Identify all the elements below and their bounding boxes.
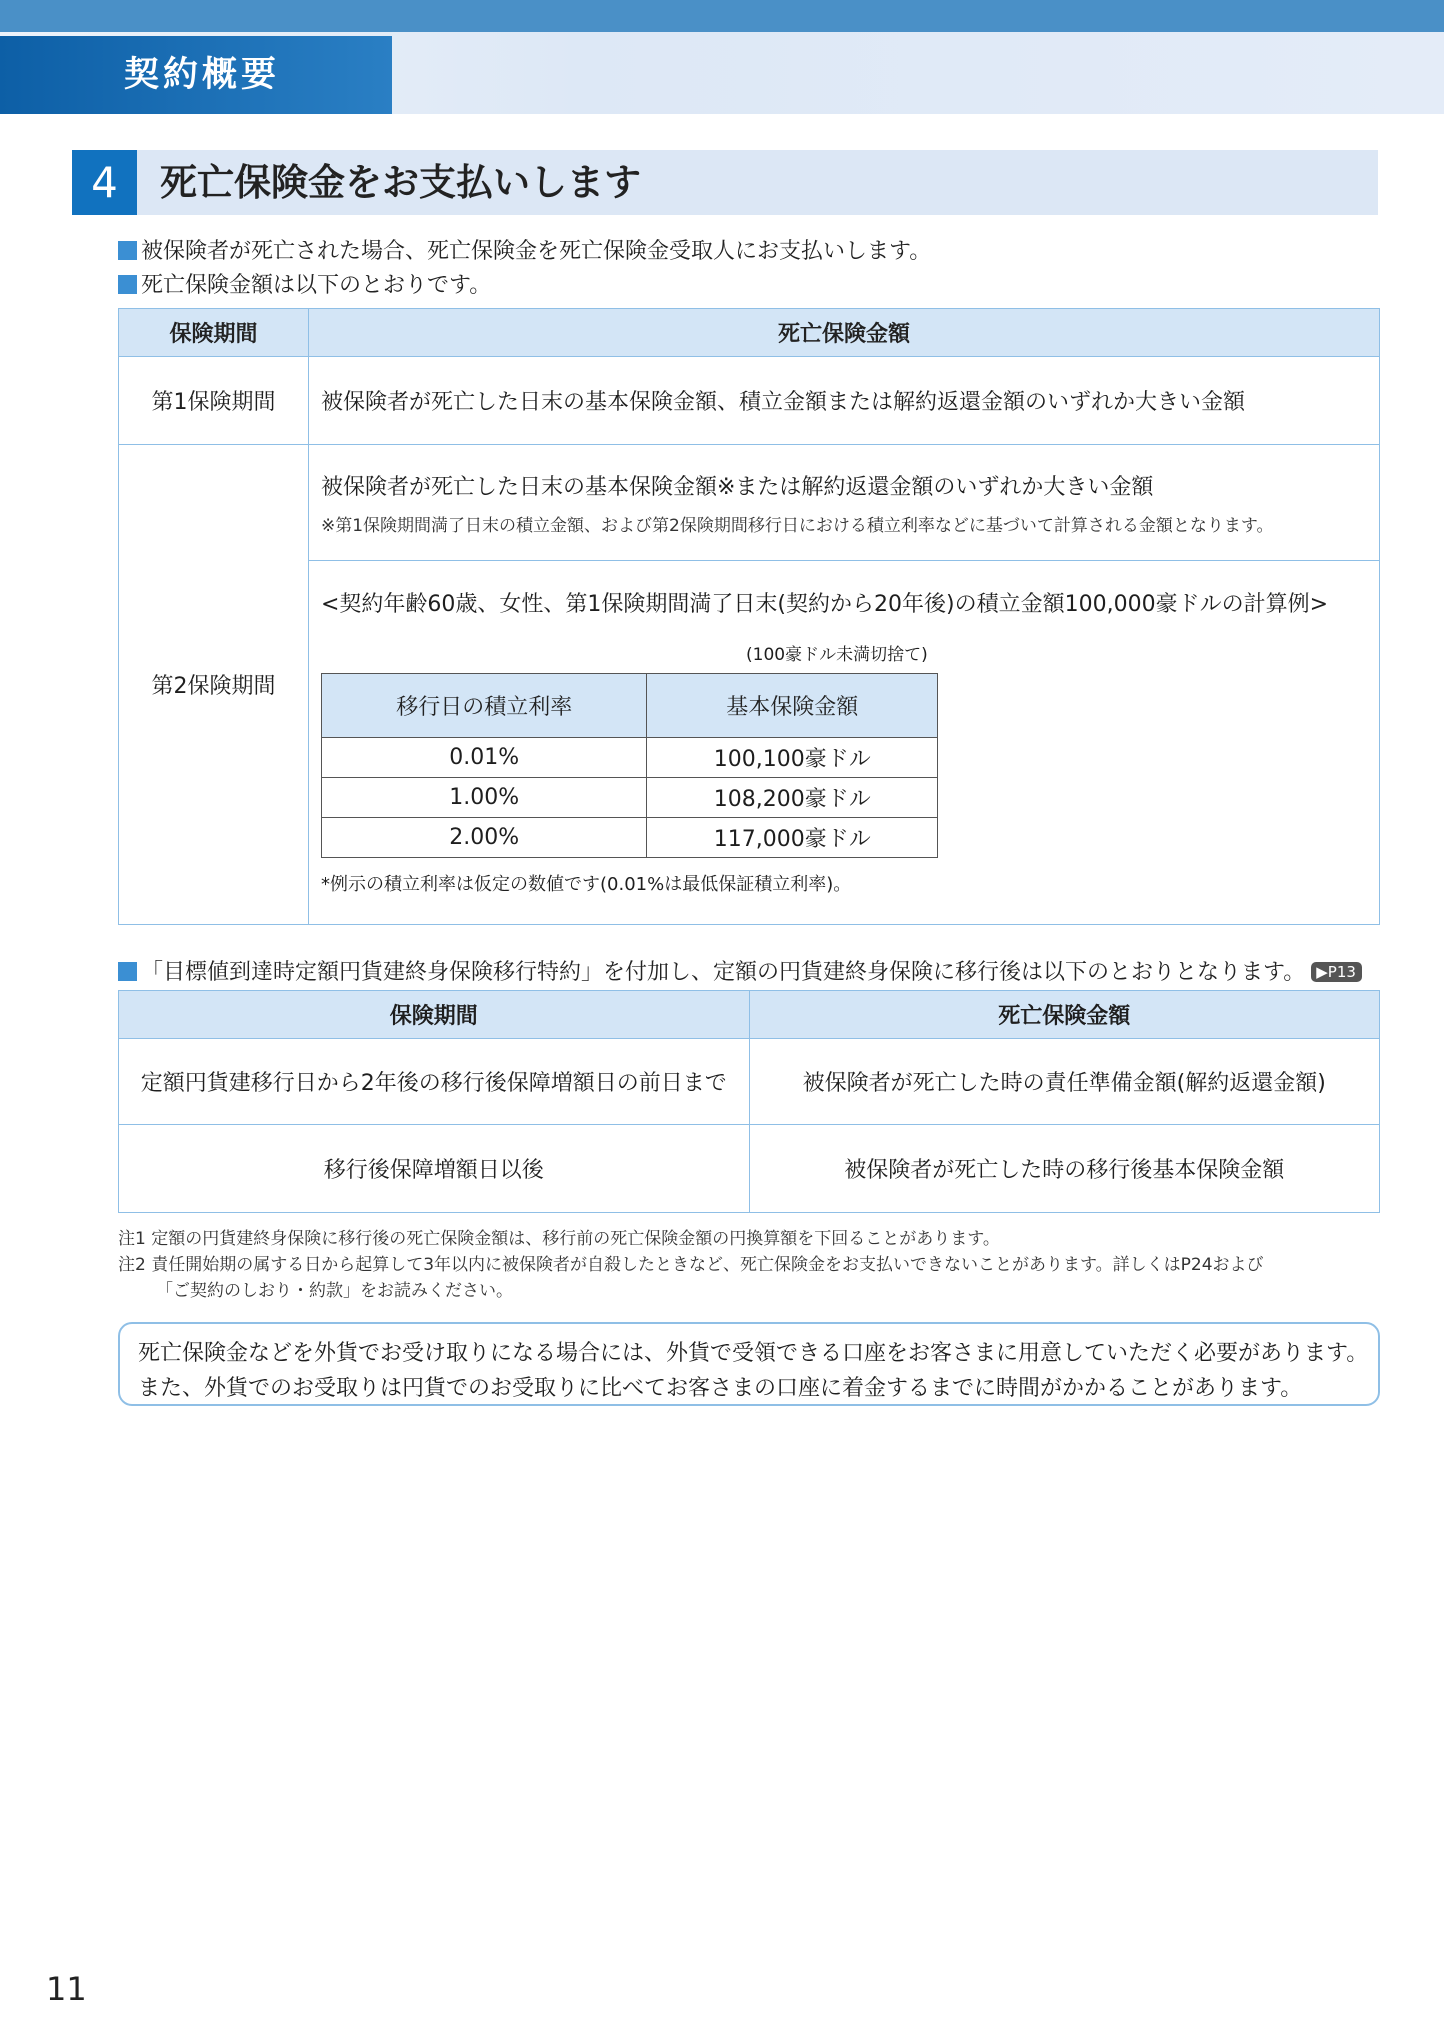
amount-cell: 被保険者が死亡した時の移行後基本保険金額 [749, 1125, 1380, 1213]
period-cell: 移行後保障増額日以後 [119, 1125, 750, 1213]
period-cell: 第2保険期間 [119, 445, 309, 925]
bullet-item: 死亡保険金額は以下のとおりです。 [118, 268, 491, 299]
table-row [119, 1039, 1380, 1125]
table-header-amount: 死亡保険金額 [749, 991, 1380, 1039]
notice-box [118, 1322, 1380, 1406]
section-title: 死亡保険金をお支払いします [160, 161, 641, 204]
example-header: 移行日の積立利率 [322, 674, 647, 738]
footnote-2-continued: 「ご契約のしおり・約款」をお読みください。 [156, 1281, 513, 1301]
example-row [322, 818, 938, 858]
top-color-strip [0, 0, 1444, 32]
bullet-item: 被保険者が死亡された場合、死亡保険金を死亡保険金受取人にお支払いします。 [118, 234, 931, 265]
table-row [119, 357, 1380, 445]
example-amount: 108,200豪ドル [647, 778, 938, 818]
page-reference-link[interactable]: ▶P13 [1311, 962, 1362, 982]
example-rate: 1.00% [322, 778, 647, 818]
example-header: 基本保険金額 [647, 674, 938, 738]
example-row [322, 738, 938, 778]
square-bullet-icon [118, 962, 137, 981]
death-benefit-table [118, 308, 1380, 925]
footnote-2: 注2 責任開始期の属する日から起算して3年以内に被保険者が自殺したときなど、死亡保険金をお支払いできないことがあります。詳しくはP24および [118, 1255, 1264, 1275]
notice-line: また、外貨でのお受取りは円貨でのお受取りに比べてお客さまの口座に着金するまでに時間がかかることがあります。 [138, 1376, 1303, 1401]
example-amount: 117,000豪ドル [647, 818, 938, 858]
example-unit: (100豪ドル未満切捨て) [746, 645, 928, 665]
section-number: 4 [72, 150, 137, 215]
rider-bullet: 「目標値到達時定額円貨建終身保険移行特約」を付加し、定額の円貨建終身保険に移行後は以下のとおりとなります。 ▶P13 [118, 955, 1362, 986]
amount-text: 被保険者が死亡した日末の基本保険金額※または解約返還金額のいずれか大きい金額 [321, 474, 1154, 500]
example-title: <契約年齢60歳、女性、第1保険期間満了日末(契約から20年後)の積立金額100,000豪ドルの計算例> [321, 592, 1328, 617]
example-amount: 100,100豪ドル [647, 738, 938, 778]
header-tab: 契約概要 [0, 36, 392, 114]
example-rate: 0.01% [322, 738, 647, 778]
table-row [119, 561, 1380, 925]
amount-cell: 被保険者が死亡した時の責任準備金額(解約返還金額) [749, 1039, 1380, 1125]
table-row [119, 445, 1380, 561]
table-header-period: 保険期間 [119, 309, 309, 357]
notice-line: 死亡保険金などを外貨でお受け取りになる場合には、外貨で受領できる口座をお客さまに用意していただく必要があります。 [138, 1341, 1369, 1366]
footnote-1: 注1 定額の円貨建終身保険に移行後の死亡保険金額は、移行前の死亡保険金額の円換算額を下回ることがあります。 [118, 1229, 1000, 1249]
period-cell: 第1保険期間 [119, 357, 309, 445]
amount-note: ※第1保険期間満了日末の積立金額、および第2保険期間移行日における積立利率などに基づいて計算される金額となります。 [321, 515, 1274, 536]
example-footnote: *例示の積立利率は仮定の数値です(0.01%は最低保証積立利率)。 [321, 874, 852, 895]
example-rate: 2.00% [322, 818, 647, 858]
example-table [321, 673, 938, 858]
table-row [119, 1125, 1380, 1213]
period-cell: 定額円貨建移行日から2年後の移行後保障増額日の前日まで [119, 1039, 750, 1125]
square-bullet-icon [118, 275, 137, 294]
square-bullet-icon [118, 241, 137, 260]
table-header-period: 保険期間 [119, 991, 750, 1039]
rider-table [118, 990, 1380, 1213]
page-number: 11 [46, 1970, 87, 2008]
example-cell [309, 561, 1380, 925]
amount-cell [309, 445, 1380, 561]
amount-cell: 被保険者が死亡した日末の基本保険金額、積立金額または解約返還金額のいずれか大きい金額 [309, 357, 1380, 445]
example-row [322, 778, 938, 818]
table-header-amount: 死亡保険金額 [309, 309, 1380, 357]
